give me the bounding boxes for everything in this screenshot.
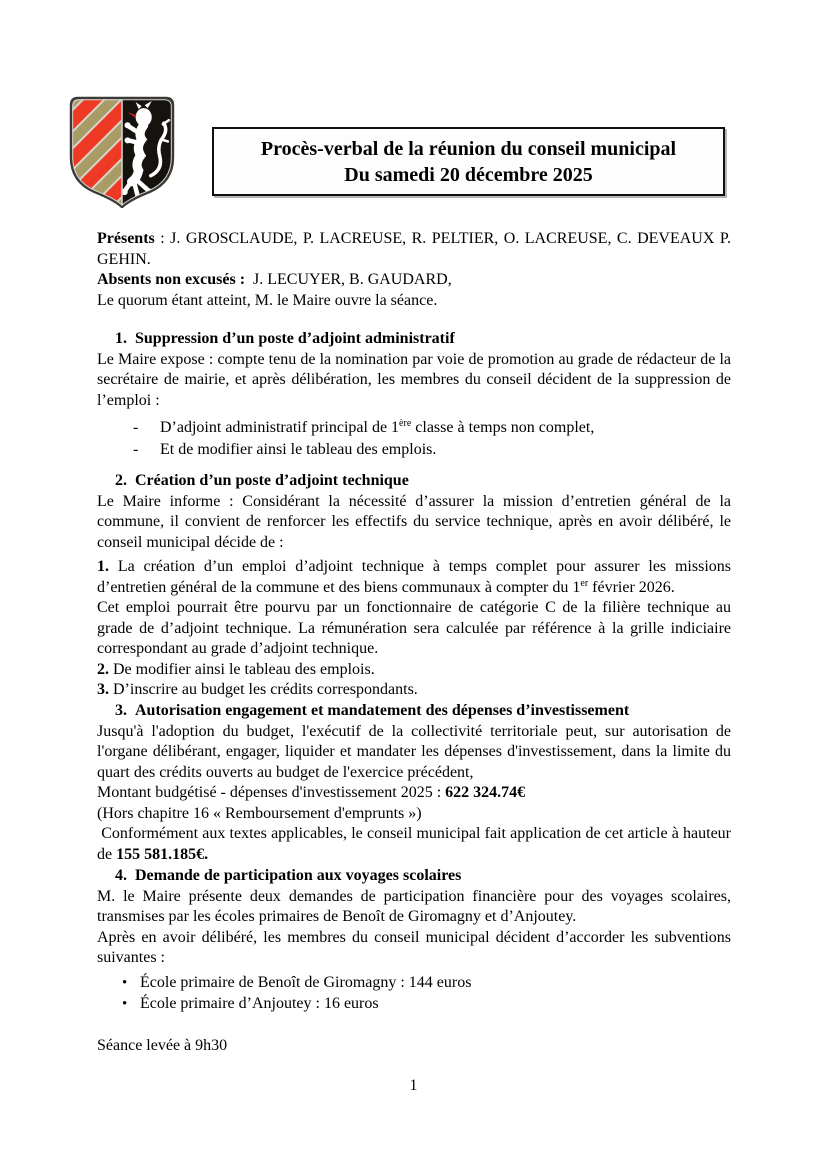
list-item	[97, 440, 731, 461]
section-3-paragraph: Jusqu'à l'adoption du budget, l'exécutif de la collectivité territoriale peut, sur autorisation de l'organe délibérant, engager, liquider et mandater les dépenses d'investissement, dans la limite du quart des crédits ouverts au budget de l'exercice précédent,	[97, 722, 731, 781]
subvention-anjoutey: École primaire d’Anjoutey : 16 euros	[140, 995, 379, 1012]
title-box	[212, 127, 725, 196]
section-4-number: 4.	[115, 867, 127, 884]
presents-line	[97, 229, 731, 270]
list-item-text: D’adjoint administratif principal de 1ère classe à temps non complet,	[160, 418, 595, 436]
round-bullet: •	[122, 974, 128, 991]
section-4-paragraph-1: M. le Maire présente deux demandes de participation financière pour des voyages scolaires, transmises par les écoles primaires de Benoît de Giromagny et d’Anjoutey.	[97, 887, 731, 925]
section-2-number: 2.	[115, 472, 127, 489]
section-2-paragraph: Le Maire informe : Considérant la nécessité d’assurer la mission d’entretien général de la commune, il convient de renforcer les effectifs du service technique, après en avoir délibéré, le conseil municipal décide de :	[97, 492, 731, 551]
presents-label: Présents	[97, 230, 155, 247]
dash-bullet: -	[133, 419, 139, 436]
section-3-number: 3.	[115, 702, 127, 719]
list-item	[97, 994, 731, 1015]
closing-line: Séance levée à 9h30	[97, 1037, 228, 1054]
section-2-title: Création d’un poste d’adjoint technique	[135, 472, 409, 489]
section-creation-poste	[97, 471, 731, 701]
section-3-heading	[97, 701, 731, 722]
hors-chapitre-line: (Hors chapitre 16 « Remboursement d'emprunts »)	[97, 804, 422, 822]
dash-bullet: -	[133, 440, 139, 458]
presents-names: : J. GROSCLAUDE, P. LACREUSE, R. PELTIER, O. LACREUSE, C. DEVEAUX P. GEHIN.	[97, 230, 731, 268]
absents-label: Absents non excusés :	[97, 271, 246, 288]
subvention-giromagny: École primaire de Benoît de Giromagny : 144 euros	[140, 973, 472, 991]
section-4-title: Demande de participation aux voyages scolaires	[135, 867, 462, 884]
budget-amount-line	[97, 783, 731, 804]
decision-item-2: 2. De modifier ainsi le tableau des emplois.	[97, 660, 375, 678]
section-1-title: Suppression d’un poste d’adjoint administratif	[135, 330, 455, 347]
absents-line	[97, 270, 731, 291]
list-item	[97, 418, 731, 439]
section-3-title: Autorisation engagement et mandatement des dépenses d’investissement	[135, 702, 630, 719]
ordinal-superscript: er	[580, 577, 589, 589]
budget-amount-label: Montant budgétisé - dépenses d'investissement 2025 :	[97, 784, 446, 801]
ordinal-superscript: ère	[399, 418, 412, 429]
section-autorisation-depenses	[97, 701, 736, 865]
conformement-paragraph: Conformément aux textes applicables, le conseil municipal fait application de cet article à hauteur de 155 581.185€.	[97, 825, 736, 863]
section-voyages-scolaires	[97, 866, 731, 1015]
quorum-line: Le quorum étant atteint, M. le Maire ouvre la séance.	[97, 291, 438, 309]
page-number: 1	[409, 1077, 418, 1094]
section-suppression-poste	[97, 329, 731, 460]
round-bullet: •	[122, 996, 128, 1012]
list-item	[97, 973, 731, 994]
section-1-number: 1.	[115, 330, 127, 347]
coat-of-arms-icon	[68, 95, 176, 208]
absents-names: J. LECUYER, B. GAUDARD,	[245, 271, 452, 288]
decision-item-3: 3. D’inscrire au budget les crédits correspondants.	[97, 681, 418, 698]
section-4-paragraph-2: Après en avoir délibéré, les membres du conseil municipal décident d’accorder les subventions suivantes :	[97, 928, 731, 966]
section-1-heading	[97, 329, 731, 350]
document-title-line1: Procès-verbal de la réunion du conseil municipal	[260, 138, 677, 160]
section-4-heading	[97, 866, 731, 887]
budget-amount-value: 622 324.74€	[445, 784, 526, 801]
application-amount-value: 155 581.185€.	[116, 845, 209, 863]
attendance-block	[97, 229, 731, 311]
decision-item-1: 1. La création d’un emploi d’adjoint technique à temps complet pour assurer les missions d’entretien général de la commune et des biens communaux à compter du 1er février 2026.	[97, 558, 731, 596]
document-title-line2: Du samedi 20 décembre 2025	[344, 164, 593, 186]
section-2-heading	[97, 471, 731, 492]
decision-item-1-continuation: Cet emploi pourrait être pourvu par un fonctionnaire de catégorie C de la filière technique au grade de d’adjoint technique. La rémunération sera calculée par référence à la grille indiciaire correspondant au grade d’adjoint technique.	[97, 599, 731, 657]
list-item-text: Et de modifier ainsi le tableau des emplois.	[160, 440, 437, 458]
section-1-paragraph: Le Maire expose : compte tenu de la nomination par voie de promotion au grade de rédacteur de la secrétaire de mairie, et après délibération, les membres du conseil décident de la suppression de l’emploi :	[97, 350, 731, 409]
